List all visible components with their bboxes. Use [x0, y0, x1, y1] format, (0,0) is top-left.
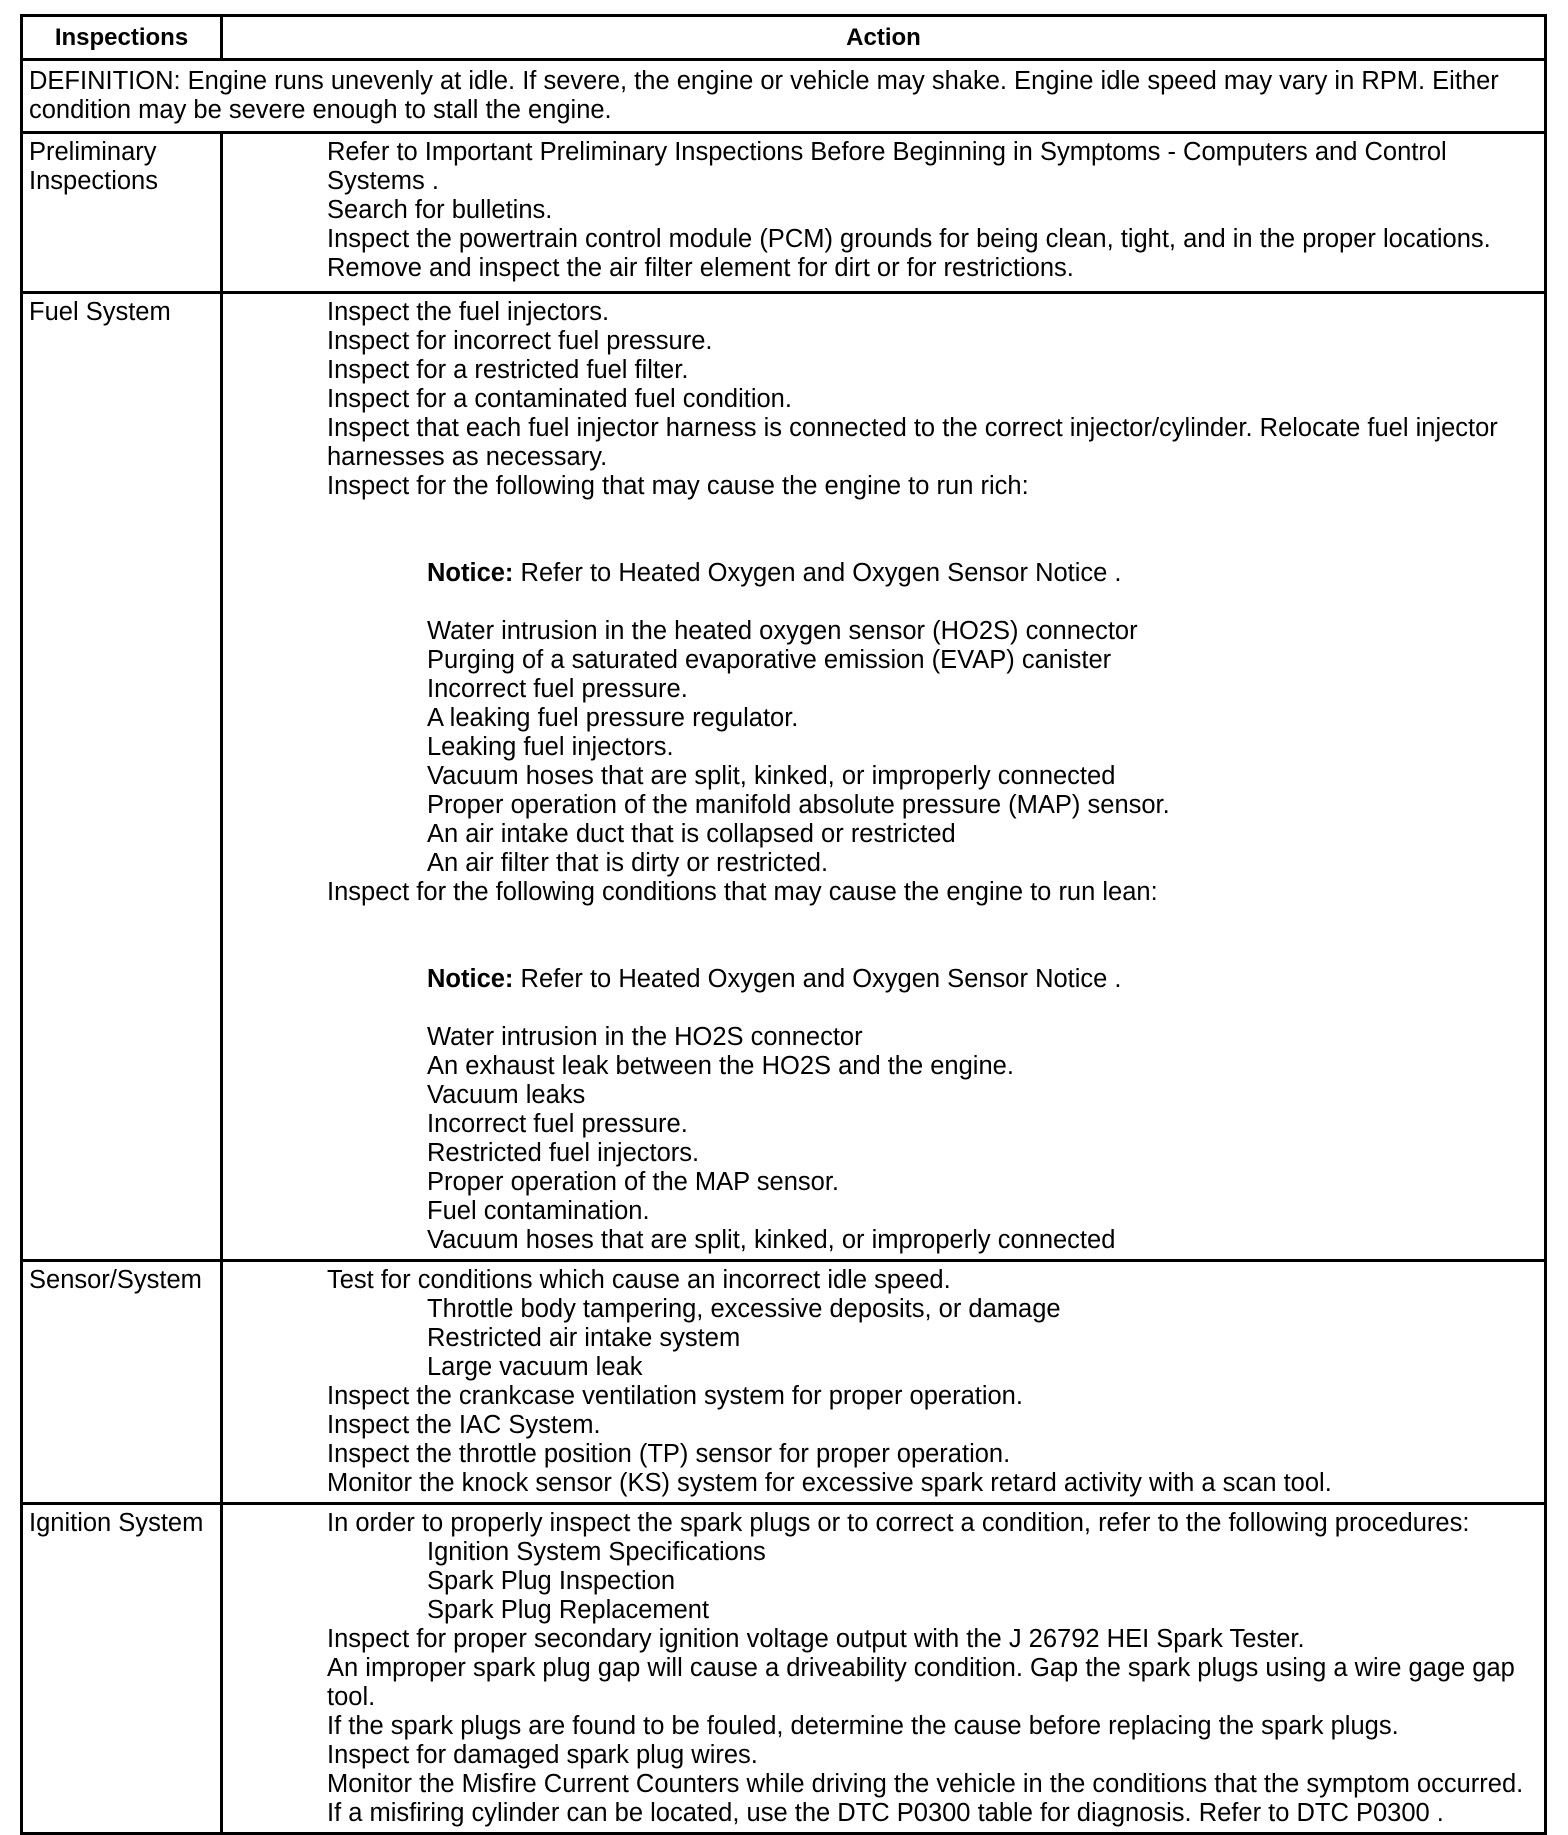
list-item: An air intake duct that is collapsed or restricted [427, 820, 956, 848]
list-item: Purging of a saturated evaporative emission (EVAP) canister [427, 646, 1112, 674]
list-item: An exhaust leak between the HO2S and the engine. [427, 1052, 1014, 1080]
fuel-actions [222, 293, 1546, 1261]
row-title-ignition: Ignition System [22, 1504, 222, 1834]
definition-text: DEFINITION: Engine runs unevenly at idle. If severe, the engine or vehicle may shake. Engine idle speed may vary in RPM. Either condition may be severe enough to stall the engine. [22, 60, 1546, 133]
list-item: Remove and inspect the air filter element for dirt or for restrictions. [327, 254, 1074, 282]
row-title-fuel: Fuel System [22, 293, 222, 1261]
list-item: Inspect the throttle position (TP) sensor for proper operation. [327, 1440, 1011, 1468]
list-item: Monitor the knock sensor (KS) system for excessive spark retard activity with a scan tool. [327, 1469, 1332, 1497]
preliminary-actions [222, 133, 1546, 293]
table-row [22, 1504, 1546, 1834]
header-inspections: Inspections [22, 16, 222, 60]
list-item: Spark Plug Replacement [427, 1596, 710, 1624]
list-item: A leaking fuel pressure regulator. [427, 704, 799, 732]
list-item: Inspect for a contaminated fuel condition. [327, 385, 792, 413]
sensor-actions [222, 1261, 1546, 1504]
list-item: Vacuum hoses that are split, kinked, or improperly connected [427, 762, 1116, 790]
inspection-table [20, 14, 1547, 1835]
list-item: Spark Plug Inspection [427, 1567, 676, 1595]
list-item: An air filter that is dirty or restricted. [427, 849, 829, 877]
list-item: Refer to Important Preliminary Inspections Before Beginning in Symptoms - Computers and Control Systems . [327, 138, 1447, 195]
list-item: An improper spark plug gap will cause a driveability condition. Gap the spark plugs using a wire gage gap tool. [327, 1654, 1515, 1711]
list-item: Inspect for damaged spark plug wires. [327, 1741, 758, 1769]
table-row [22, 293, 1546, 1261]
list-item: Vacuum leaks [427, 1081, 586, 1109]
list-item: Inspect for the following conditions that may cause the engine to run lean: [327, 878, 1158, 906]
list-item: In order to properly inspect the spark plugs or to correct a condition, refer to the following procedures: [327, 1509, 1470, 1537]
list-item: Search for bulletins. [327, 196, 553, 224]
list-item: Inspect the fuel injectors. [327, 298, 610, 326]
notice-rich [327, 559, 1534, 588]
list-item: Fuel contamination. [427, 1197, 650, 1225]
list-item: Test for conditions which cause an incorrect idle speed. [327, 1266, 951, 1294]
list-item: Inspect that each fuel injector harness is connected to the correct injector/cylinder. Relocate fuel injector harnesses as necessary. [327, 414, 1498, 471]
list-item: Proper operation of the MAP sensor. [427, 1168, 840, 1196]
row-title-preliminary: Preliminary Inspections [22, 133, 222, 293]
list-item: Water intrusion in the heated oxygen sensor (HO2S) connector [427, 617, 1138, 645]
list-item: Inspect for the following that may cause the engine to run rich: [327, 472, 1029, 500]
document-page [20, 14, 1547, 1827]
list-item: Inspect the powertrain control module (PCM) grounds for being clean, tight, and in the proper locations. [327, 225, 1491, 253]
list-item: Large vacuum leak [427, 1353, 643, 1381]
notice-text: Refer to Heated Oxygen and Oxygen Sensor Notice . [513, 965, 1122, 993]
ignition-actions [222, 1504, 1546, 1834]
notice-label: Notice: [427, 559, 514, 587]
list-item: Throttle body tampering, excessive deposits, or damage [427, 1295, 1061, 1323]
list-item: Incorrect fuel pressure. [427, 675, 688, 703]
definition-row [22, 60, 1546, 133]
table-row [22, 133, 1546, 293]
header-row [22, 16, 1546, 60]
list-item: Restricted air intake system [427, 1324, 741, 1352]
list-item: Vacuum hoses that are split, kinked, or improperly connected [427, 1226, 1116, 1254]
notice-lean [327, 965, 1534, 994]
list-item: Inspect for proper secondary ignition voltage output with the J 26792 HEI Spark Tester. [327, 1625, 1305, 1653]
row-title-sensor: Sensor/System [22, 1261, 222, 1504]
list-item: Proper operation of the manifold absolute pressure (MAP) sensor. [427, 791, 1170, 819]
list-item: If the spark plugs are found to be fouled, determine the cause before replacing the spark plugs. [327, 1712, 1399, 1740]
list-item: Inspect the crankcase ventilation system for proper operation. [327, 1382, 1023, 1410]
header-action: Action [222, 16, 1546, 60]
notice-label: Notice: [427, 965, 514, 993]
list-item: Leaking fuel injectors. [427, 733, 674, 761]
notice-text: Refer to Heated Oxygen and Oxygen Sensor Notice . [513, 559, 1122, 587]
list-item: Inspect the IAC System. [327, 1411, 601, 1439]
list-item: Water intrusion in the HO2S connector [427, 1023, 863, 1051]
list-item: Restricted fuel injectors. [427, 1139, 700, 1167]
list-item: Ignition System Specifications [427, 1538, 766, 1566]
list-item: Inspect for incorrect fuel pressure. [327, 327, 713, 355]
table-row [22, 1261, 1546, 1504]
list-item: Monitor the Misfire Current Counters while driving the vehicle in the conditions that the symptom occurred. If a misfiring cylinder can be located, use the DTC P0300 table for diagnosis. Refer to DTC P0300 . [327, 1770, 1524, 1827]
list-item: Inspect for a restricted fuel filter. [327, 356, 689, 384]
list-item: Incorrect fuel pressure. [427, 1110, 688, 1138]
